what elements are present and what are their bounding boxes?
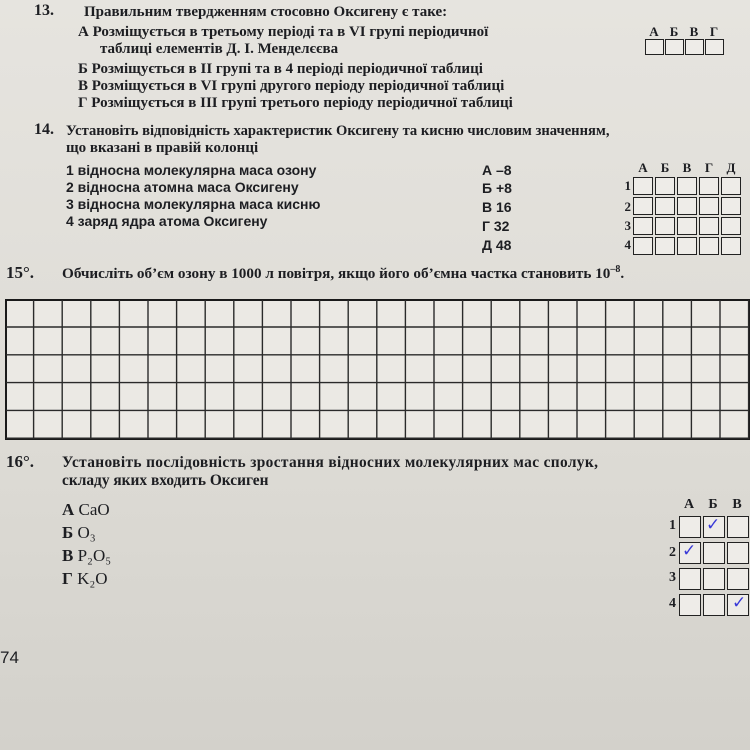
q13-option-a-cont: таблиці елементів Д. І. Менделєєва [100,41,339,57]
q16-option-a: А CaO [62,500,110,519]
q13-option-a: А Розміщується в третьому періоді та в VI групі періодичної [78,24,489,40]
q15-question: Обчисліть об’єм озону в 1000 л повітря, якщо його об’ємна частка становить $10^{-8}$. [62,263,625,282]
q13-grid-header-c: В [689,24,699,39]
q16-answer-box[interactable] [703,542,725,564]
q14-number: 14. [34,121,54,138]
q14-answer-box[interactable] [655,177,675,195]
q14-right-item-e: Д 48 [482,237,512,253]
q14-answer-box[interactable] [633,197,653,215]
q15-answer-grid[interactable] [5,299,750,441]
page-number: 74 [0,648,19,667]
q14-grid-header-b: Б [660,160,670,175]
q16-question-line1: Установіть послідовність зростання відносних молекулярних мас сполук, [62,454,599,471]
q14-right-item-b: Б +8 [482,180,512,196]
q14-grid-header-a: А [638,160,648,175]
q16-answer-box[interactable] [679,594,701,616]
q16-option-c: В P₂O₅ [62,546,112,565]
q16-answer-box[interactable] [703,568,725,590]
q13-answer-box-d[interactable] [705,39,724,55]
q14-grid-row-label-3: 3 [624,218,631,233]
q16-answer-box[interactable] [679,568,701,590]
q13-option-b: Б Розміщується в ІІ групі та в 4 періоді періодичної таблиці [78,61,483,77]
q16-grid-row-label-2: 2 [669,545,676,560]
q14-answer-box[interactable] [699,237,719,255]
q14-answer-box[interactable] [655,197,675,215]
q14-answer-box[interactable] [633,217,653,235]
q13-answer-box-a[interactable] [645,39,664,55]
q16-answer-box[interactable] [679,516,701,538]
q14-answer-box[interactable] [721,217,741,235]
checkmark-icon: ✓ [706,515,721,535]
q14-answer-box[interactable] [677,197,697,215]
q14-answer-box[interactable] [677,177,697,195]
q14-answer-box[interactable] [721,197,741,215]
q13-grid-header-d: Г [709,24,719,39]
q16-answer-box[interactable] [727,568,749,590]
q16-answer-box[interactable] [703,594,725,616]
q14-answer-box[interactable] [699,197,719,215]
checkmark-icon: ✓ [682,541,697,561]
q14-question-line1: Установіть відповідність характеристик Оксигену та кисню числовим значенням, [66,123,610,139]
q13-grid-header-b: Б [669,24,679,39]
q14-answer-box[interactable] [633,237,653,255]
q14-grid-header-e: Д [726,160,736,175]
q14-left-item-3: 3 відносна молекулярна маса кисню [66,196,321,212]
q14-answer-box[interactable] [677,217,697,235]
q13-answer-box-c[interactable] [685,39,704,55]
q13-grid-header-a: А [649,24,659,39]
q14-answer-box[interactable] [699,217,719,235]
q14-answer-box[interactable] [655,237,675,255]
q14-answer-box[interactable] [655,217,675,235]
q16-answer-box[interactable] [727,516,749,538]
q16-answer-box[interactable] [727,542,749,564]
q13-answer-box-b[interactable] [665,39,684,55]
q16-grid-row-label-3: 3 [669,570,676,585]
q14-answer-box[interactable] [699,177,719,195]
q14-left-item-1: 1 відносна молекулярна маса озону [66,162,317,178]
q16-question-line2: складу яких входить Оксиген [62,472,269,489]
q14-grid-row-label-4: 4 [624,237,631,252]
q14-right-item-a: А –8 [482,162,512,178]
q14-right-item-c: В 16 [482,199,512,215]
q15-number: 15°. [6,263,35,282]
q14-answer-box[interactable] [721,237,741,255]
q14-grid-header-c: В [682,160,692,175]
q14-right-item-d: Г 32 [482,218,510,234]
q14-answer-box[interactable] [677,237,697,255]
q16-grid-row-label-4: 4 [669,596,676,611]
q14-grid-row-label-1: 1 [624,178,631,193]
q16-grid-row-label-1: 1 [669,518,676,533]
q13-option-c: В Розміщується в VI групі другого періоду періодичної таблиці [78,78,505,94]
q13-question: Правильним твердженням стосовно Оксигену є таке: [84,4,448,20]
q16-grid-header-a: А [683,497,695,512]
q13-option-d: Г Розміщується в ІІІ групі третього періоду періодичної таблиці [78,95,513,111]
q13-number: 13. [34,2,54,19]
q14-left-item-2: 2 відносна атомна маса Оксигену [66,179,299,195]
q16-option-b: Б O₃ [62,523,96,542]
q14-grid-header-d: Г [704,160,714,175]
q16-grid-header-b: Б [708,497,718,512]
q16-number: 16°. [6,452,35,471]
q16-option-d: Г K₂O [62,569,108,588]
q16-grid-header-c: В [732,497,742,512]
q14-grid-row-label-2: 2 [624,199,631,214]
checkmark-icon: ✓ [732,593,747,613]
q14-answer-box[interactable] [721,177,741,195]
q14-question-line2: що вказані в правій колонці [66,140,259,156]
q14-answer-box[interactable] [633,177,653,195]
q14-left-item-4: 4 заряд ядра атома Оксигену [66,213,268,229]
